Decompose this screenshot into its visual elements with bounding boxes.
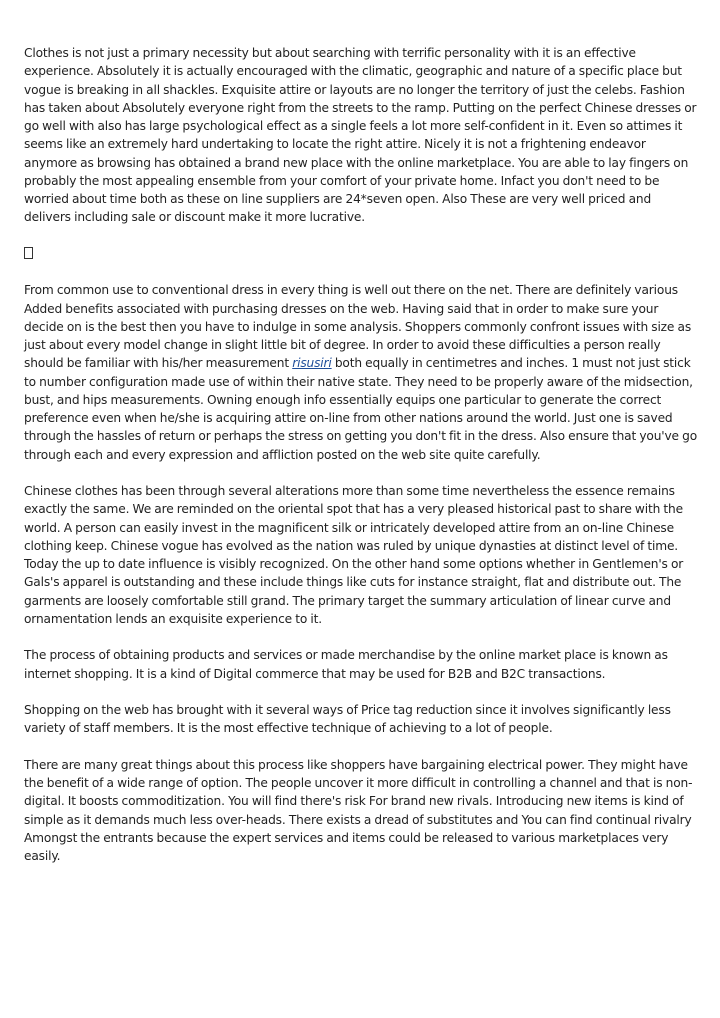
paragraph-2-text-after-link: both equally in centimetres and inches. 1 must not just stick to number configuration made use of within their native state. They need to be properly aware of the midsection, bust, and hips measurements. Owning enough info essentially equips one particular to generate the correct preference even when he/she is acquiring attire on-line from other nations around the world. Just one is saved through the hassles of return or perhaps the stress on getting you don't fit in the dress. Also ensure that you've go through each and every expression and affliction posted on the web site quite carefully. (24, 356, 698, 462)
paragraph-5: Shopping on the web has brought with it several ways of Price tag reduction since it involves significantly less variety of staff members. It is the most effective technique of achieving to a lot of people. (24, 703, 671, 736)
paragraph-3: Chinese clothes has been through several alterations more than some time nevertheless the essence remains exactly the same. We are reminded on the oriental spot that has a very pleased historical past to share with the world. A person can easily invest in the magnificent silk or intricately developed attire from an on-line Chinese clothing keep. Chinese vogue has evolved as the nation was ruled by unique dynasties at distinct level of time. Today the up to date influence is visibly recognized. On the other hand some options whether in Gentlemen's or Gals's apparel is outstanding and these include things like cuts for instance straight, flat and distribute out. The garments are loosely comfortable still grand. The primary target the summary articulation of linear curve and ornamentation lends an exquisite experience to it. (24, 484, 684, 626)
risusiri-link[interactable]: risusiri (292, 356, 332, 371)
paragraph-6: There are many great things about this process like shoppers have bargaining electrical power. They might have the benefit of a wide range of option. The people uncover it more difficult in controlling a channel and that is non-digital. It boosts commoditization. You will find there's risk For brand new rivals. Introducing new items is kind of simple as it demands much less over-heads. There exists a dread of substitutes and You can find continual rivalry Amongst the entrants because the expert services and items could be released to various marketplaces very easily. (24, 757, 693, 863)
paragraph-1: Clothes is not just a primary necessity but about searching with terrific personality with it is an effective experience. Absolutely it is actually encouraged with the climatic, geographic and nature of a specific place but vogue is breaking in all shackles. Exquisite attire or layouts are no longer the territory of just the celebs. Fashion has taken about Absolutely everyone right from the streets to the ramp. Putting on the perfect Chinese dresses or go well with also has large psychological effect as a single feels a lot more self-confident in it. Even so attimes it seems like an extremely hard undertaking to locate the right attire. Nicely it is not a frightening endeavor anymore as browsing has obtained a brand new place with the online marketplace. You are able to lay fingers on probably the most appealing ensemble from your comfort of your private home. Infact you don't need to be worried about time both as these on line suppliers are 24*seven open. Also These are very well priced and delivers including sale or discount make it more lucrative. (24, 46, 697, 225)
paragraph-4: The process of obtaining products and services or made merchandise by the online market place is known as internet shopping. It is a kind of Digital commerce that may be used for B2B and B2C transactions. (24, 648, 668, 681)
paragraph-2 (24, 281, 700, 464)
missing-glyph-icon (24, 247, 33, 259)
paragraph-2-text-before-link: From common use to conventional dress in every thing is well out there on the net. There are definitely various Added benefits associated with purchasing dresses on the web. Having said that in order to make sure your decide on is the best then you have to indulge in some analysis. Shoppers commonly confront issues with size as just about every model change in slight little bit of degree. In order to avoid these difficulties a person really should be familiar with his/her measurement (24, 283, 692, 371)
missing-glyph-line (24, 245, 700, 263)
article-body (24, 44, 700, 884)
